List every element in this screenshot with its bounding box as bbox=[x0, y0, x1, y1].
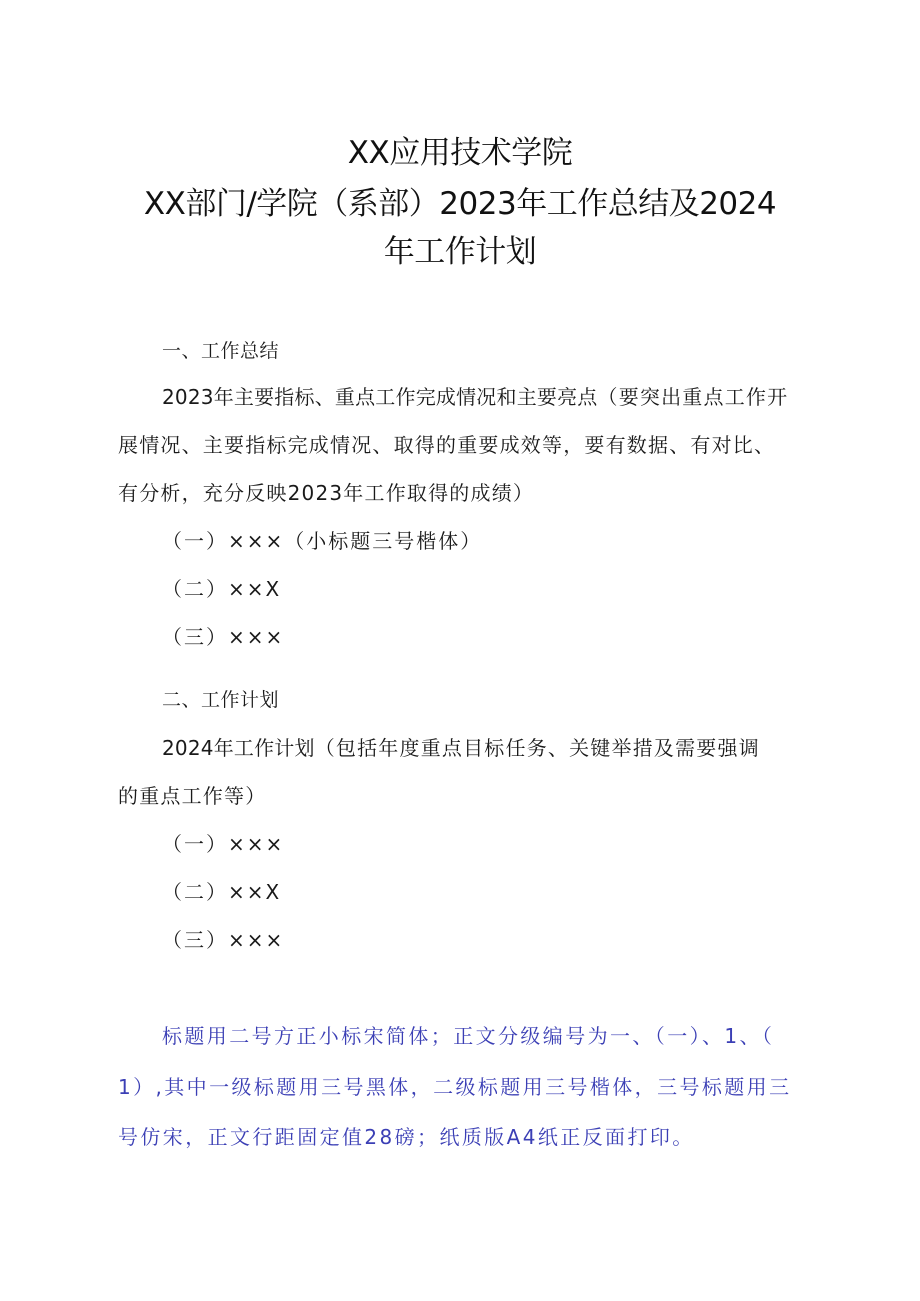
plan-item-2: （二）××X bbox=[162, 880, 282, 904]
summary-item-2: （二）××X bbox=[162, 577, 282, 601]
plan-lead-text: （包括年度重点目标任务、关键举措及需要强调 bbox=[314, 736, 760, 760]
document-title-line-3: 年工作计划 bbox=[383, 234, 537, 270]
summary-item-3: （三）××× bbox=[162, 625, 285, 649]
formatting-note-line-2: 1）,其中一级标题用三号黑体，二级标题用三号楷体，三号标题用三 bbox=[118, 1075, 792, 1099]
plan-lead-bold: 2024年工作计划 bbox=[162, 736, 315, 760]
summary-lead-paragraph-line-1 bbox=[162, 382, 852, 412]
section-heading-summary: 一、工作总结 bbox=[162, 340, 280, 362]
summary-lead-bold: 2023年主要指标、重点工作完成情况和主要亮点 bbox=[162, 385, 598, 409]
document-title-line-2: XX部门/学院（系部）2023年工作总结及2024 bbox=[143, 186, 777, 222]
document-title-line-1: XX应用技术学院 bbox=[347, 135, 573, 171]
plan-lead-paragraph-line-1 bbox=[162, 733, 852, 763]
summary-lead-paragraph-line-2: 展情况、主要指标完成情况、取得的重要成效等，要有数据、有对比、 bbox=[118, 433, 776, 457]
formatting-note-line-1: 标题用二号方正小标宋简体；正文分级编号为一、（一）、1、（ bbox=[162, 1024, 775, 1048]
formatting-note-line-3: 号仿宋，正文行距固定值28磅；纸质版A4纸正反面打印。 bbox=[118, 1125, 695, 1149]
plan-item-1: （一）××× bbox=[162, 832, 285, 856]
section-heading-plan: 二、工作计划 bbox=[162, 689, 280, 711]
summary-lead-paragraph-line-3: 有分析，充分反映2023年工作取得的成绩） bbox=[118, 481, 535, 505]
plan-item-3: （三）××× bbox=[162, 928, 285, 952]
summary-lead-text: （要突出重点工作开 bbox=[597, 385, 789, 409]
plan-lead-paragraph-line-2: 的重点工作等） bbox=[118, 784, 267, 808]
summary-item-1: （一）×××（小标题三号楷体） bbox=[162, 529, 483, 553]
